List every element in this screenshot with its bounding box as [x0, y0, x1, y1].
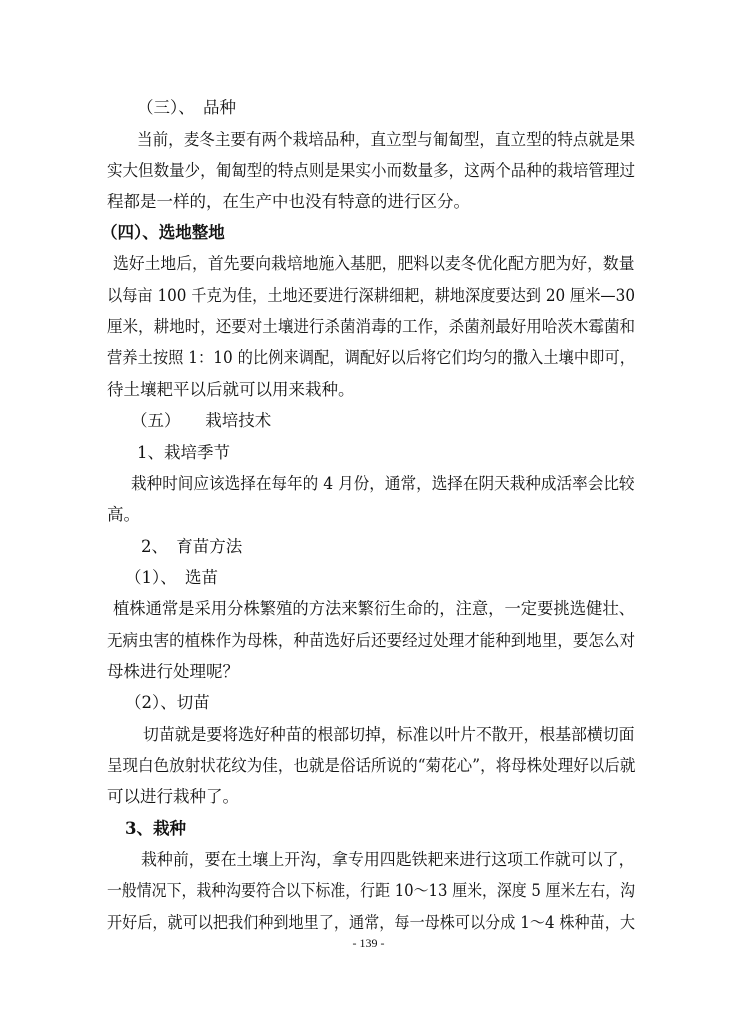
heading-varieties: （三）、 品种 — [137, 98, 236, 117]
heading-planting-season: 1、栽培季节 — [137, 443, 230, 462]
paragraph-line: 待土壤耙平以后就可以用来栽种。 — [107, 380, 355, 399]
paragraph-line: 当前，麦冬主要有两个栽培品种，直立型与匍匐型，直立型的特点就是果 — [137, 130, 636, 149]
heading-cultivation: （五） 栽培技术 — [131, 411, 272, 430]
heading-seedling-selection: （1）、 选苗 — [125, 568, 218, 587]
heading-seedling-cutting: （2）、切苗 — [125, 693, 210, 712]
paragraph-line: 实大但数量少，匍匐型的特点则是果实小而数量多，这两个品种的栽培管理过 — [107, 161, 636, 180]
paragraph-line: 呈现白色放射状花纹为佳，也就是俗话所说的“菊花心”，将母株处理好以后就 — [107, 756, 636, 775]
paragraph-line: 以每亩 100 千克为佳，土地还要进行深耕细耙，耕地深度要达到 20 厘米—30 — [107, 286, 635, 305]
paragraph-line: 开好后，就可以把我们种到地里了，通常，每一母株可以分成 1～4 株种苗，大 — [107, 913, 636, 932]
paragraph-line: 选好土地后，首先要向栽培地施入基肥，肥料以麦冬优化配方肥为好，数量 — [113, 254, 635, 273]
paragraph-line: 切苗就是要将选好种苗的根部切掉，标准以叶片不散开，根基部横切面 — [143, 725, 635, 744]
heading-site-selection: （四）、选地整地 — [101, 223, 225, 242]
paragraph-line: 厘米，耕地时，还要对土壤进行杀菌消毒的工作，杀菌剂最好用哈茨木霉菌和 — [107, 317, 636, 336]
paragraph-line: 程都是一样的，在生产中也没有特意的进行区分。 — [107, 192, 470, 211]
paragraph-line: 无病虫害的植株作为母株，种苗选好后还要经过处理才能种到地里，要怎么对 — [107, 631, 636, 650]
paragraph-line: 高。 — [107, 505, 140, 524]
heading-seedling-method: 2、 育苗方法 — [141, 537, 243, 556]
page-number: - 139 - — [352, 936, 385, 950]
paragraph-line: 栽种时间应该选择在每年的 4 月份，通常，选择在阴天栽种成活率会比较 — [131, 474, 635, 493]
heading-planting: 3、栽种 — [125, 819, 186, 838]
paragraph-line: 植株通常是采用分株繁殖的方法来繁衍生命的，注意，一定要挑选健壮、 — [113, 599, 635, 618]
paragraph-line: 栽种前，要在土壤上开沟，拿专用四匙铁耙来进行这项工作就可以了， — [141, 850, 635, 869]
paragraph-line: 营养土按照 1：10 的比例来调配，调配好以后将它们均匀的撒入土壤中即可， — [107, 348, 635, 367]
paragraph-line: 可以进行栽种了。 — [107, 787, 239, 806]
paragraph-line: 母株进行处理呢？ — [107, 662, 239, 681]
paragraph-line: 一般情况下，栽种沟要符合以下标准，行距 10～13 厘米，深度 5 厘米左右，沟 — [107, 881, 635, 900]
